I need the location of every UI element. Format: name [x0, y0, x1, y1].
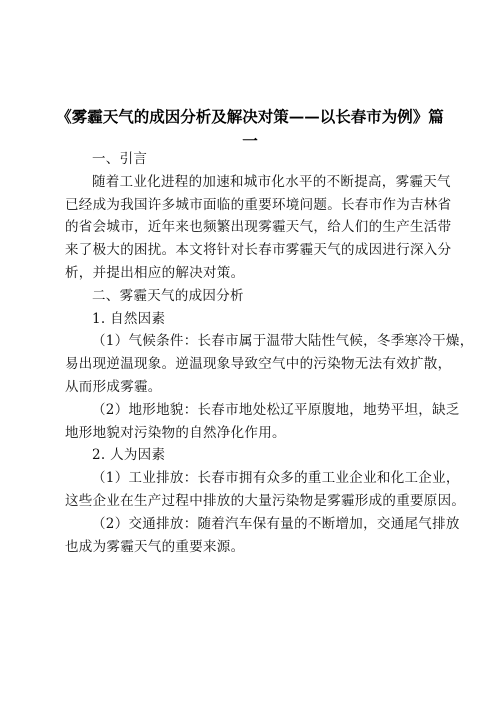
document-body: [65, 148, 474, 558]
body-line: 二、雾霾天气的成因分析: [92, 287, 244, 304]
body-line: （2）地形地貌：长春市地处松辽平原腹地，地势平坦，缺乏: [92, 401, 460, 418]
body-line: 从而形成雾霾。: [65, 378, 162, 395]
body-line: （1）工业排放：长春市拥有众多的重工业企业和化工企业，: [92, 470, 460, 487]
body-line: 2. 人为因素: [92, 447, 166, 464]
body-line: 1. 自然因素: [92, 310, 166, 327]
body-line: 易出现逆温现象。逆温现象导致空气中的污染物无法有效扩散，: [65, 356, 452, 373]
body-line: （2）交通排放：随着汽车保有量的不断增加，交通尾气排放: [92, 515, 460, 532]
body-line: 一、引言: [92, 151, 148, 167]
body-line: 已经成为我国许多城市面临的重要环境问题。长春市作为吉林省: [65, 196, 452, 213]
body-line: 这些企业在生产过程中排放的大量污染物是雾霾形成的重要原因。: [65, 492, 466, 509]
body-line: 来了极大的困扰。本文将针对长春市雾霾天气的成因进行深入分: [65, 242, 452, 259]
body-line: 析，并提出相应的解决对策。: [65, 264, 245, 281]
body-line: 随着工业化进程的加速和城市化水平的不断提高，雾霾天气: [92, 173, 451, 190]
body-line: （1）气候条件：长春市属于温带大陆性气候，冬季寒冷干燥，: [92, 333, 474, 350]
body-line: 的省会城市，近年来也频繁出现雾霾天气，给人们的生产生活带: [65, 219, 452, 236]
body-line: 也成为雾霾天气的重要来源。: [65, 538, 245, 555]
document-title-line-1: 《雾霾天气的成因分析及解决对策——以长春市为例》篇: [56, 107, 444, 126]
document-title-line-2: 一: [242, 131, 258, 150]
body-line: 地形地貌对污染物的自然净化作用。: [65, 424, 286, 441]
